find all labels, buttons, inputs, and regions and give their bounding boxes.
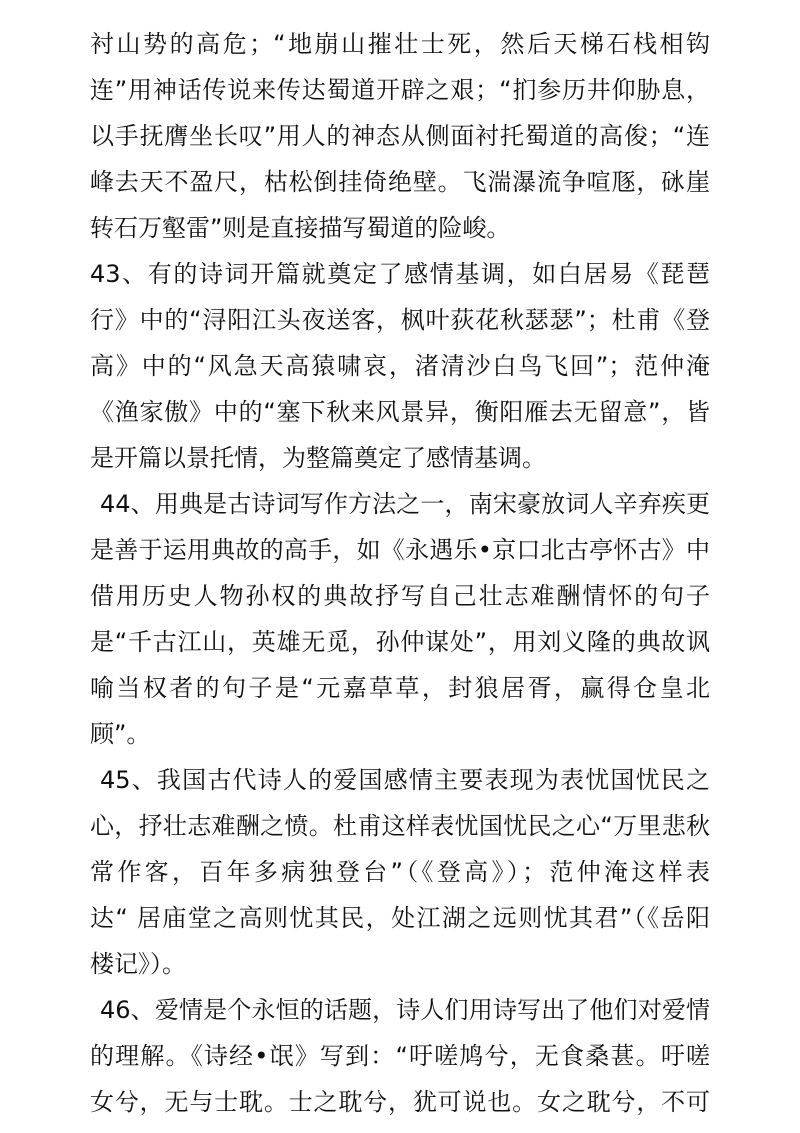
text-line: 是“千古江山，英雄无觅，孙仲谋处”，用刘义隆的典故讽 <box>90 628 710 656</box>
text-line: 46、爱情是个永恒的话题，诗人们用诗写出了他们对爱情 <box>100 996 710 1024</box>
text-line: 顾”。 <box>90 720 151 748</box>
text-line: 女兮，无与士耽。士之耽兮，犹可说也。女之耽兮，不可 <box>90 1088 710 1116</box>
text-line: 的理解。《诗经•氓》写到：“吁嗟鸠兮，无食桑葚。吁嗟 <box>90 1042 710 1070</box>
text-line: 《渔家傲》中的“塞下秋来风景异，衡阳雁去无留意”，皆 <box>90 398 710 426</box>
text-line: 以手抚膺坐长叹”用人的神态从侧面衬托蜀道的高俊；“连 <box>90 122 710 150</box>
text-line: 心，抒壮志难酬之愤。杜甫这样表忧国忧民之心“万里悲秋 <box>90 812 710 840</box>
text-line: 达“ 居庙堂之高则忧其民，处江湖之远则忧其君”（《岳阳 <box>90 904 710 932</box>
text-line: 常作客，百年多病独登台”（《登高》）；范仲淹这样表 <box>90 858 710 886</box>
text-line: 43、有的诗词开篇就奠定了感情基调，如白居易《琵琶 <box>90 260 710 288</box>
text-line: 44、用典是古诗词写作方法之一，南宋豪放词人辛弃疾更 <box>100 490 710 518</box>
text-line: 高》中的“风急天高猿啸哀，渚清沙白鸟飞回”；范仲淹 <box>90 352 710 380</box>
text-line: 连”用神话传说来传达蜀道开辟之艰；“扪参历井仰胁息， <box>90 76 710 104</box>
text-line: 45、我国古代诗人的爱国感情主要表现为表忧国忧民之 <box>100 766 710 794</box>
text-line: 行》中的“浔阳江头夜送客，枫叶荻花秋瑟瑟”；杜甫《登 <box>90 306 710 334</box>
text-line: 是开篇以景托情，为整篇奠定了感情基调。 <box>90 444 546 472</box>
text-line: 转石万壑雷”则是直接描写蜀道的险峻。 <box>90 214 511 242</box>
text-line: 楼记》）。 <box>90 950 186 978</box>
text-line: 喻当权者的句子是“元嘉草草，封狼居胥，赢得仓皇北 <box>90 674 710 702</box>
text-line: 峰去天不盈尺，枯松倒挂倚绝壁。飞湍瀑流争喧豗，砯崖 <box>90 168 710 196</box>
text-line: 借用历史人物孙权的典故抒写自己壮志难酬情怀的句子 <box>90 582 710 610</box>
text-line: 是善于运用典故的高手，如《永遇乐•京口北古亭怀古》中 <box>90 536 710 564</box>
text-line: 衬山势的高危；“地崩山摧壮士死，然后天梯石栈相钩 <box>90 30 710 58</box>
